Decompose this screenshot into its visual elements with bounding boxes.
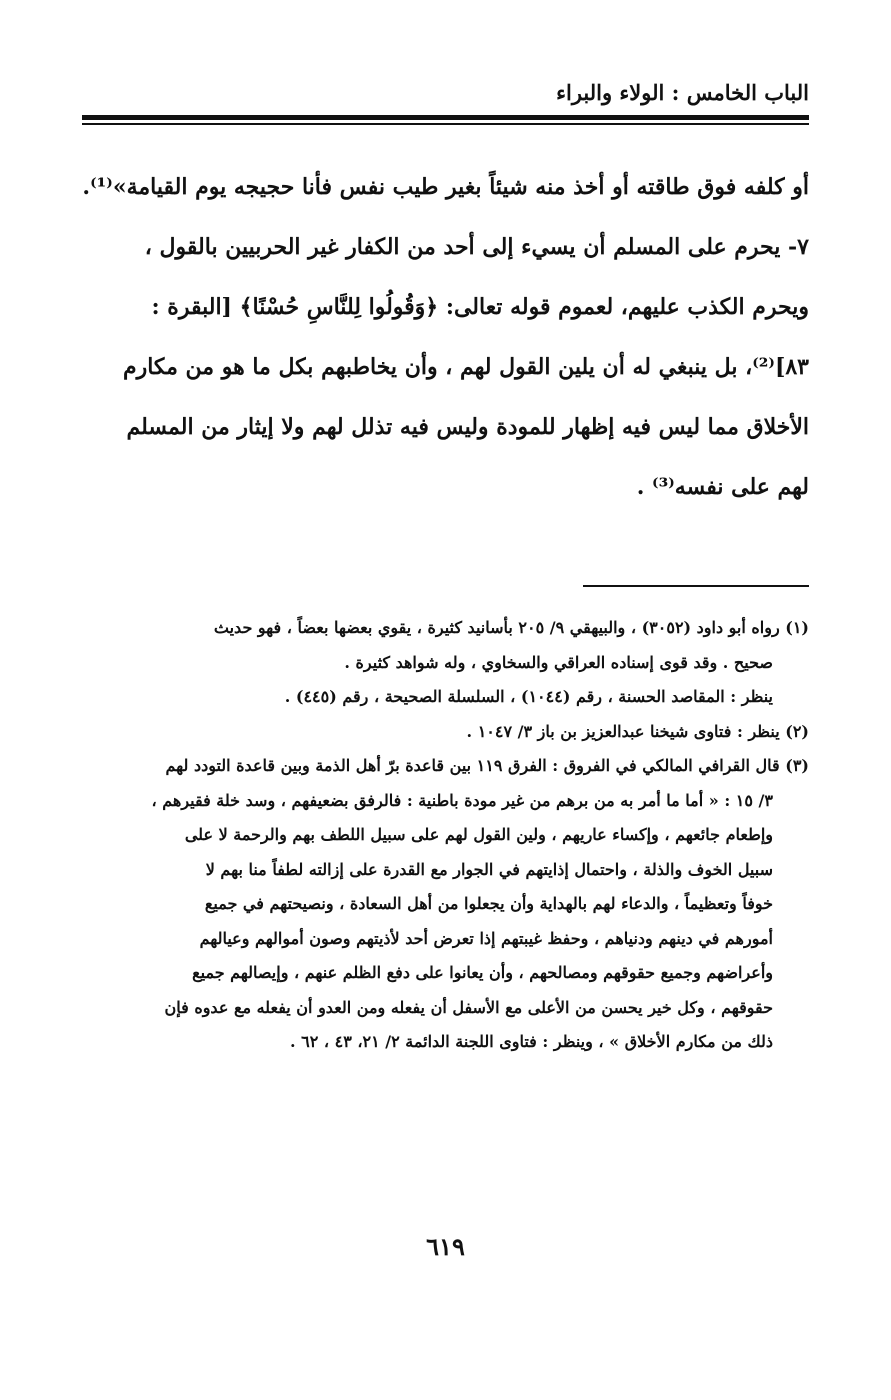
header-rule-thick [82,115,809,120]
footnotes [82,611,809,1060]
main-text [82,157,809,517]
footnote-line: سبيل الخوف والذلة ، واحتمال إذايتهم في الجوار مع القدرة على إزالته لطفاً منا بهم لا [205,859,773,879]
footnote-line: حقوقهم ، وكل خير يحسن من الأعلى مع الأسفل أن يفعله ومن العدو أن يفعله مع عدوه فإن [164,997,773,1017]
main-text-line: ٨٣]⁽²⁾، بل ينبغي له أن يلين القول لهم ، وأن يخاطبهم بكل ما هو من مكارم [122,354,809,380]
main-text-line: أو كلفه فوق طاقته أو أخذ منه شيئاً بغير طيب نفس فأنا حجيجه يوم القيامة»⁽¹⁾. [82,174,809,200]
main-text-line: لهم على نفسه⁽³⁾ . [636,474,809,500]
main-text-line: ويحرم الكذب عليهم، لعموم قوله تعالى: ﴿وَقُولُوا لِلنَّاسِ حُسْنًا﴾ [البقرة : [151,294,809,320]
main-text-line: ٧- يحرم على المسلم أن يسيء إلى أحد من الكفار غير الحربيين بالقول ، [144,234,809,260]
footnote-line: ينظر : المقاصد الحسنة ، رقم (١٠٤٤) ، السلسلة الصحيحة ، رقم (٤٤٥) . [284,687,773,706]
header-rule-thin [82,123,809,125]
page-number: ٦١٩ [426,1232,465,1261]
footnote-line: (٣) قال القرافي المالكي في الفروق : الفرق ١١٩ بين قاعدة برّ أهل الذمة وبين قاعدة التودد لهم [165,756,809,775]
footnote-line: (٢) ينظر : فتاوى شيخنا عبدالعزيز بن باز ٣/ ١٠٤٧ . [466,721,809,741]
footnote-line: وإطعام جائعهم ، وإكساء عاريهم ، ولين القول لهم على سبيل اللطف بهم والرحمة لا على [184,825,773,844]
running-head: الباب الخامس : الولاء والبراء [556,80,809,105]
footnote-line: وأعراضهم وجميع حقوقهم ومصالحهم ، وأن يعانوا على دفع الظلم عنهم ، وإيصالهم جميع [192,963,773,982]
footnote-line: (١) رواه أبو داود (٣٠٥٢) ، والبيهقي ٩/ ٢٠٥ بأسانيد كثيرة ، يقوي بعضها بعضاً ، فهو حديث [213,618,809,637]
main-text-line: الأخلاق مما ليس فيه إظهار للمودة وليس فيه تذلل لهم ولا إيثار من المسلم [126,414,809,440]
footnote-line: خوفاً وتعظيماً ، والدعاء لهم بالهداية وأن يجعلوا من أهل السعادة ، ونصيحتهم في جميع [204,894,773,913]
footnote-line: ذلك من مكارم الأخلاق » ، وينظر : فتاوى اللجنة الدائمة ٢/ ٢١، ٤٣ ، ٦٢ . [289,1032,773,1051]
footnote-line: أمورهم في دينهم ودنياهم ، وحفظ غيبتهم إذا تعرض أحد لأذيتهم وصون أموالهم وعيالهم [199,928,773,948]
footnote-line: صحيح . وقد قوى إسناده العراقي والسخاوي ، وله شواهد كثيرة . [344,652,773,672]
footnote-line: ٣/ ١٥ : « أما ما أمر به من برهم من غير مودة باطنية : فالرفق بضعيفهم ، وسد خلة فقيرهم ، [151,790,773,810]
footnote-separator [583,585,809,587]
